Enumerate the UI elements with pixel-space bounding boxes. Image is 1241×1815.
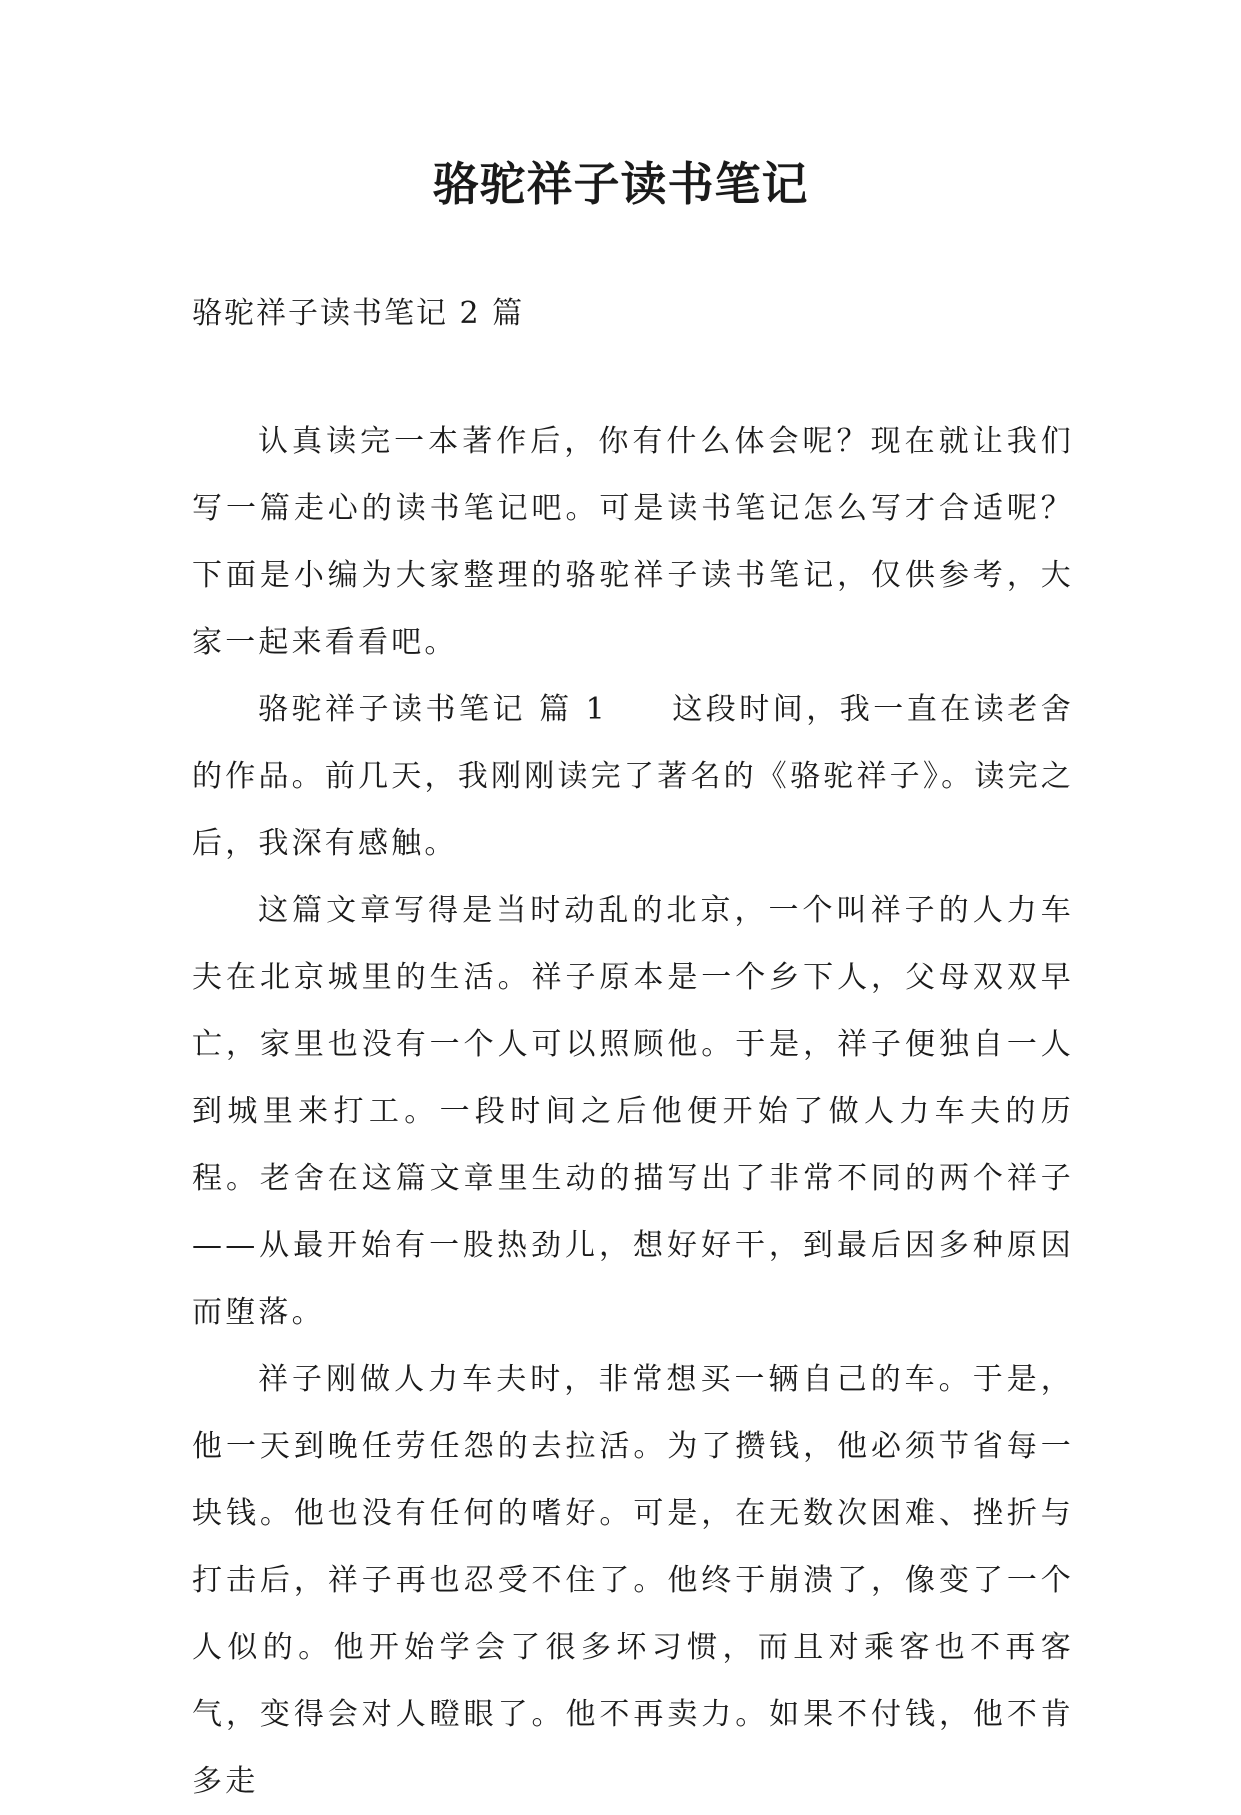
section-1-heading: 骆驼祥子读书笔记 篇 1	[258, 692, 608, 727]
section-1-text: 这段时间，我一直在读老舍的作品。前几天，我刚刚读完了著名的《骆驼祥子》。读完之后，我深有感触。	[192, 692, 1074, 861]
body-paragraph: 祥子刚做人力车夫时，非常想买一辆自己的车。于是，他一天到晚任劳任怨的去拉活。为了攒钱，他必须节省每一块钱。他也没有任何的嗜好。可是，在无数次困难、挫折与打击后，祥子再也忍受不住了。他终于崩溃了，像变了一个人似的。他开始学会了很多坏习惯，而且对乘客也不再客气，变得会对人瞪眼了。他不再卖力。如果不付钱，他不肯多走	[192, 1362, 1074, 1799]
intro-paragraph: 认真读完一本著作后，你有什么体会呢？现在就让我们写一篇走心的读书笔记吧。可是读书笔记怎么写才合适呢？下面是小编为大家整理的骆驼祥子读书笔记，仅供参考，大家一起来看看吧。	[192, 424, 1074, 660]
document-subtitle: 骆驼祥子读书笔记 2 篇	[192, 296, 525, 331]
document-body	[192, 408, 1074, 1815]
section-1-paragraph	[192, 676, 1074, 877]
document-title: 骆驼祥子读书笔记	[432, 157, 809, 211]
body-paragraph: 这篇文章写得是当时动乱的北京，一个叫祥子的人力车夫在北京城里的生活。祥子原本是一个乡下人，父母双双早亡，家里也没有一个人可以照顾他。于是，祥子便独自一人到城里来打工。一段时间之后他便开始了做人力车夫的历程。老舍在这篇文章里生动的描写出了非常不同的两个祥子——从最开始有一股热劲儿，想好好干，到最后因多种原因而堕落。	[192, 893, 1074, 1330]
